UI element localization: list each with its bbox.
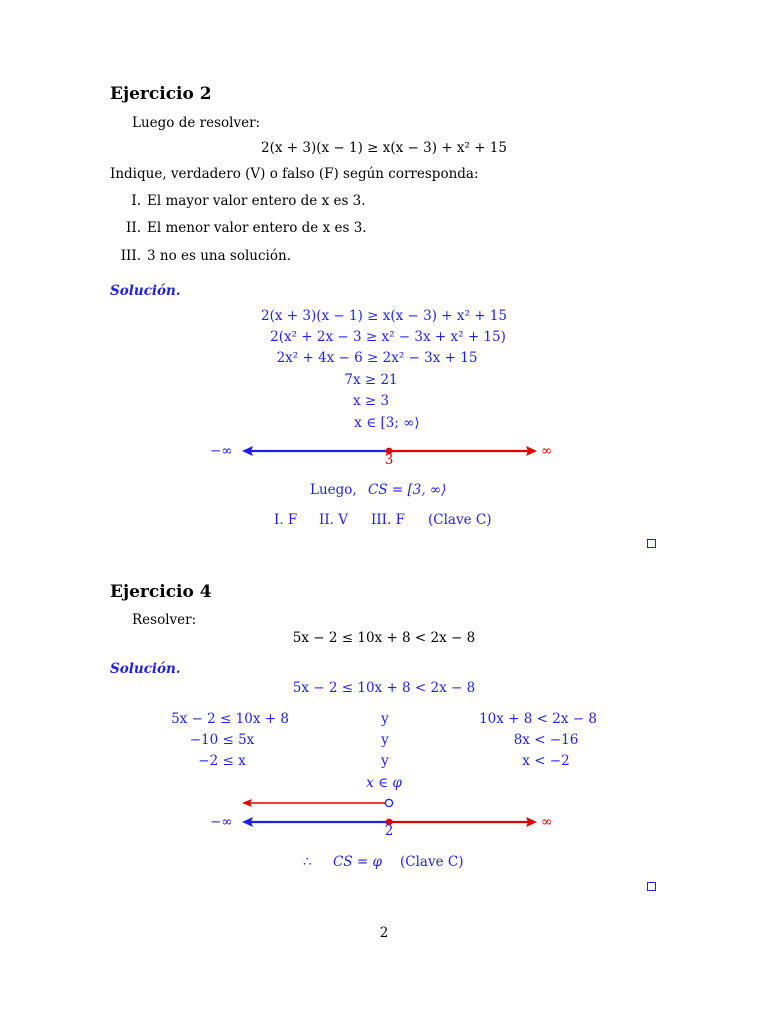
ex2-item-1-num: I. xyxy=(131,193,141,209)
qed-square-icon xyxy=(647,882,656,891)
ex2-result: CS = [3, ∞⟩ xyxy=(368,482,447,498)
ex4-statement: 5x − 2 ≤ 10x + 8 < 2x − 8 xyxy=(292,630,476,646)
ex4-point-label: 2 xyxy=(384,823,394,839)
open-point xyxy=(385,799,392,806)
ex2-step-5: x ≥ 3 xyxy=(352,393,390,409)
ex4-title: Ejercicio 4 xyxy=(110,582,212,602)
ex4-row-1-left: 5x − 2 ≤ 10x + 8 xyxy=(171,711,289,727)
ex2-answer-1: I. F xyxy=(274,512,298,528)
ex4-result: CS = φ xyxy=(333,854,382,870)
ex4-clave: (Clave C) xyxy=(400,854,464,870)
ex4-row-3-left: −2 ≤ x xyxy=(198,753,246,769)
ex2-answer-3: III. F xyxy=(371,512,405,528)
ex2-item-3-num: III. xyxy=(120,248,141,264)
ex2-result-prefix: Luego, xyxy=(310,482,357,498)
ex2-item-2-text: El menor valor entero de x es 3. xyxy=(147,220,367,236)
ex2-item-3-text: 3 no es una solución. xyxy=(147,248,291,264)
ex4-solution-label: Solución. xyxy=(110,661,181,677)
ex4-row-2-right: 8x < −16 xyxy=(513,732,579,748)
ex2-step-2: 2(x² + 2x − 3 ≥ x² − 3x + x² + 15) xyxy=(270,329,506,345)
ex2-statement: 2(x + 3)(x − 1) ≥ x(x − 3) + x² + 15 xyxy=(261,140,507,156)
ex2-instruction: Indique, verdadero (V) o falso (F) según corresponda: xyxy=(110,166,479,182)
ex2-step-6: x ∈ [3; ∞⟩ xyxy=(354,415,420,431)
ex2-step-3: 2x² + 4x − 6 ≥ 2x² − 3x + 15 xyxy=(276,350,478,366)
ex2-title: Ejercicio 2 xyxy=(110,84,212,104)
ex4-row-3-right: x < −2 xyxy=(522,753,570,769)
ex2-point-label: 3 xyxy=(384,452,394,468)
ex2-item-2-num: II. xyxy=(126,220,141,236)
ex2-neg-infinity: −∞ xyxy=(210,443,233,459)
ex2-solution-label: Solución. xyxy=(110,283,181,299)
page-number: 2 xyxy=(379,925,389,941)
ex4-row-1-mid: y xyxy=(381,711,389,727)
ex4-row-3-mid: y xyxy=(381,753,389,769)
ex2-step-4: 7x ≥ 21 xyxy=(344,372,398,388)
ex4-restate: 5x − 2 ≤ 10x + 8 < 2x − 8 xyxy=(292,680,476,696)
ex2-step-1: 2(x + 3)(x − 1) ≥ x(x − 3) + x² + 15 xyxy=(261,308,507,324)
ex4-row-2-mid: y xyxy=(381,732,389,748)
ex4-neg-infinity: −∞ xyxy=(210,814,233,830)
ex2-answer-2: II. V xyxy=(319,512,348,528)
ex2-answer-clave: (Clave C) xyxy=(428,512,492,528)
therefore-symbol: ∴ xyxy=(303,854,312,870)
ex2-intro: Luego de resolver: xyxy=(132,115,261,131)
ex4-intro: Resolver: xyxy=(132,612,197,628)
ex2-item-1-text: El mayor valor entero de x es 3. xyxy=(147,193,366,209)
ex4-row-1-right: 10x + 8 < 2x − 8 xyxy=(479,711,597,727)
ex4-pos-infinity: ∞ xyxy=(541,814,553,830)
ex2-pos-infinity: ∞ xyxy=(541,443,553,459)
ex4-empty-set: x ∈ φ xyxy=(366,775,402,791)
ex4-row-2-left: −10 ≤ 5x xyxy=(189,732,255,748)
